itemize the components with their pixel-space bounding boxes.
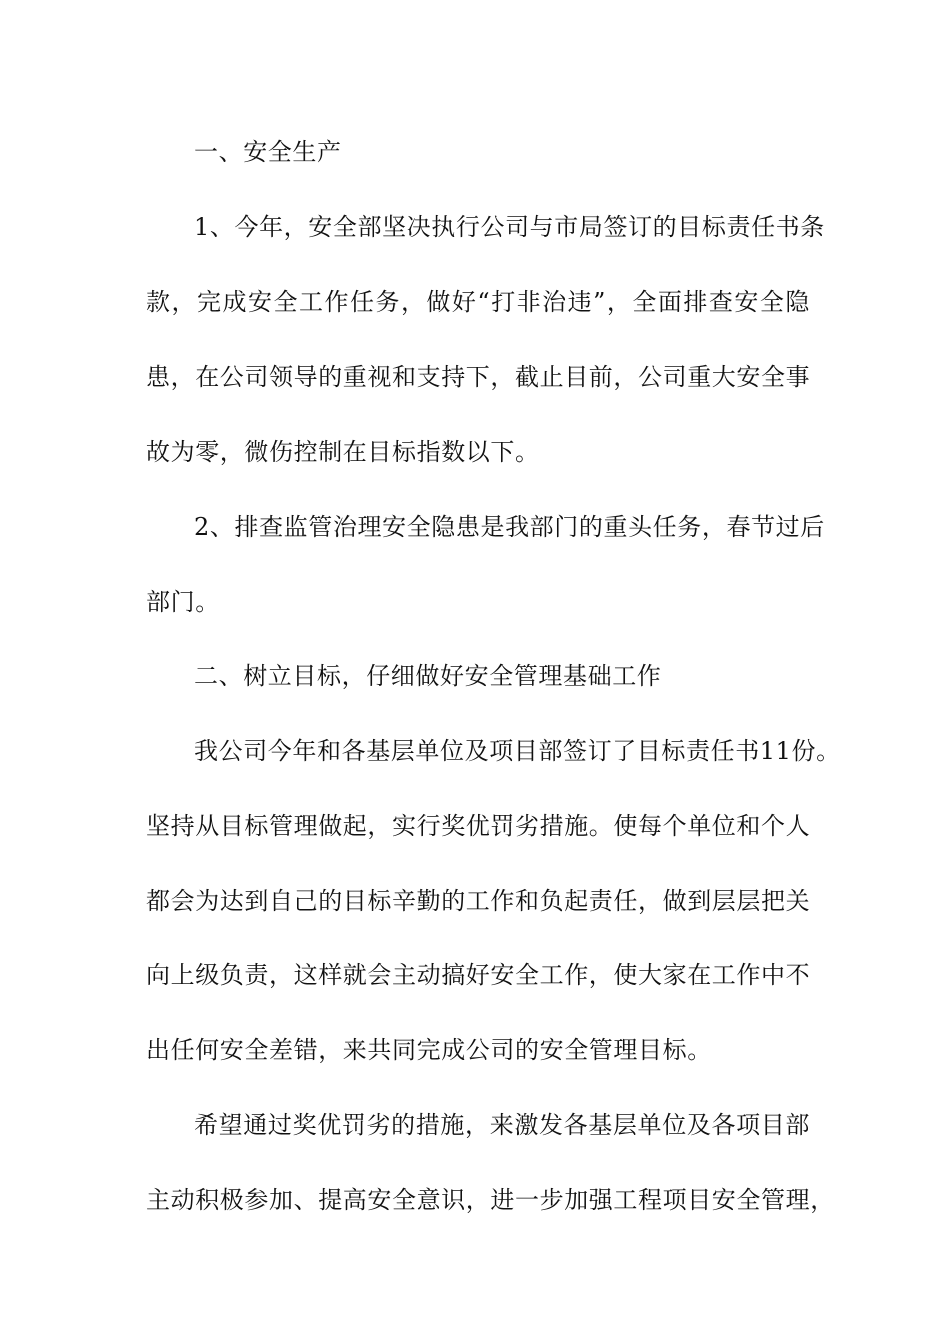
paragraph-line: 患，在公司领导的重视和支持下，截止目前，公司重大安全事 xyxy=(146,363,811,391)
paragraph-line: 1、今年，安全部坚决执行公司与市局签订的目标责任书条 xyxy=(194,213,825,241)
section-heading-2: 二、树立目标，仔细做好安全管理基础工作 xyxy=(194,662,662,690)
paragraph-line: 向上级负责，这样就会主动搞好安全工作，使大家在工作中不 xyxy=(146,961,811,989)
section-heading-1: 一、安全生产 xyxy=(194,138,342,166)
paragraph-line: 都会为达到自己的目标辛勤的工作和负起责任，做到层层把关 xyxy=(146,887,811,915)
paragraph-line: 款，完成安全工作任务，做好“打非治违”，全面排查安全隐 xyxy=(146,288,810,316)
paragraph-line: 希望通过奖优罚劣的措施，来激发各基层单位及各项目部 xyxy=(194,1111,810,1139)
paragraph-line: 2、排查监管治理安全隐患是我部门的重头任务，春节过后 xyxy=(194,513,825,541)
paragraph-line: 部门。 xyxy=(146,588,220,616)
paragraph-line: 主动积极参加、提高安全意识，进一步加强工程项目安全管理， xyxy=(146,1186,835,1214)
paragraph-line: 我公司今年和各基层单位及项目部签订了目标责任书11份。 xyxy=(194,737,841,765)
paragraph-line: 坚持从目标管理做起，实行奖优罚劣措施。使每个单位和个人 xyxy=(146,812,811,840)
paragraph-line: 出任何安全差错，来共同完成公司的安全管理目标。 xyxy=(146,1036,712,1064)
paragraph-line: 故为零，微伤控制在目标指数以下。 xyxy=(146,438,540,466)
